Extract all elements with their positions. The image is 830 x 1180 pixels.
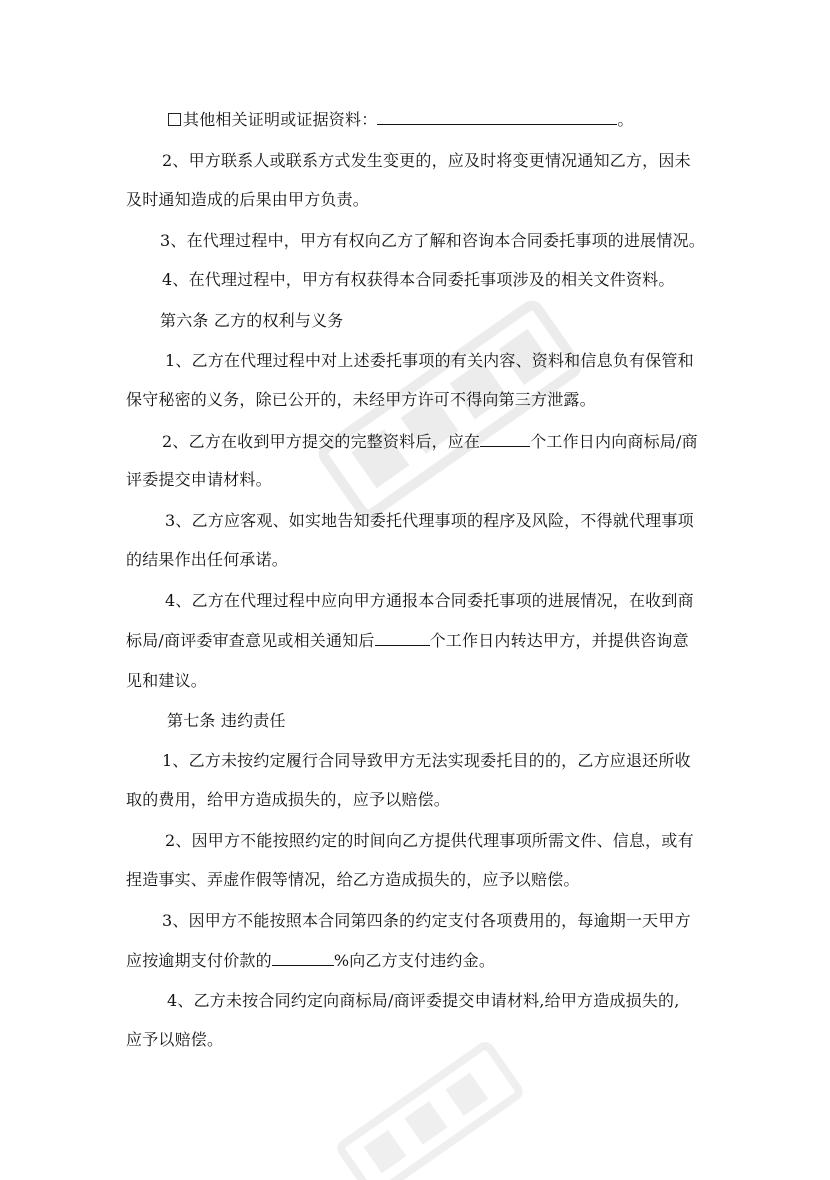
article-7-heading: 第七条 违约责任 — [167, 711, 286, 730]
article-7-item-3-line-1: 3、因甲方不能按照本合同第四条的约定支付各项费用的，每逾期一天甲方 — [162, 911, 691, 930]
article-7-item-1-line-2: 取的费用，给甲方造成损失的，应予以赔偿。 — [126, 790, 451, 809]
days-blank-1[interactable] — [480, 430, 530, 447]
article-7-item-3-line-2: 应按逾期支付价款的 %向乙方支付违约金。 — [126, 951, 496, 970]
article-6-item-2-line-1: 2、乙方在收到甲方提交的完整资料后，应在 个工作日内向商标局/商 — [162, 432, 698, 451]
para-3: 3、在代理过程中，甲方有权向乙方了解和咨询本合同委托事项的进展情况。 — [160, 231, 705, 250]
days-blank-2[interactable] — [375, 629, 430, 646]
article-7-item-2-line-2: 捏造事实、弄虚作假等情况，给乙方造成损失的，应予以赔偿。 — [126, 870, 580, 889]
article-6-item-3-line-2: 的结果作出任何承诺。 — [126, 550, 289, 569]
article-6-item-4-line-2: 标局/商评委审查意见或相关通知后 个工作日内转达甲方，并提供咨询意 — [126, 631, 689, 650]
article-6-item-3-line-1: 3、乙方应客观、如实地告知委托代理事项的程序及风险，不得就代理事项 — [165, 511, 694, 530]
evidence-blank[interactable] — [377, 108, 617, 125]
article-7-item-4-line-1: 4、乙方未按合同约定向商标局/商评委提交申请材料,给甲方造成损失的, — [167, 991, 680, 1010]
para-4: 4、在代理过程中，甲方有权获得本合同委托事项涉及的相关文件资料。 — [162, 270, 675, 289]
evidence-materials-line: 其他相关证明或证据资料： 。 — [168, 108, 634, 131]
para-2-line-2: 及时通知造成的后果由甲方负责。 — [126, 190, 370, 209]
article-6-heading: 第六条 乙方的权利与义务 — [160, 311, 344, 330]
percent-blank[interactable] — [272, 949, 334, 966]
article-6-item-4-line-1: 4、乙方在代理过程中应向甲方通报本合同委托事项的进展情况，在收到商 — [165, 591, 694, 610]
checkbox-icon[interactable] — [168, 113, 181, 126]
article-7-item-4-line-2: 应予以赔偿。 — [126, 1030, 224, 1049]
article-6-item-2-line-2: 评委提交申请材料。 — [126, 470, 272, 489]
para-2-line-1: 2、甲方联系人或联系方式发生变更的，应及时将变更情况通知乙方，因未 — [162, 151, 691, 170]
watermark-logo-bottom — [330, 1030, 530, 1180]
article-6-item-1-line-1: 1、乙方在代理过程中对上述委托事项的有关内容、资料和信息负有保管和 — [165, 351, 694, 370]
article-6-item-1-line-2: 保守秘密的义务，除已公开的，未经甲方许可不得向第三方泄露。 — [126, 390, 596, 409]
article-7-item-2-line-1: 2、因甲方不能按照约定的时间向乙方提供代理事项所需文件、信息，或有 — [165, 831, 694, 850]
article-7-item-1-line-1: 1、乙方未按约定履行合同导致甲方无法实现委托目的的，乙方应退还所收 — [162, 751, 691, 770]
article-6-item-4-line-3: 见和建议。 — [126, 671, 208, 690]
